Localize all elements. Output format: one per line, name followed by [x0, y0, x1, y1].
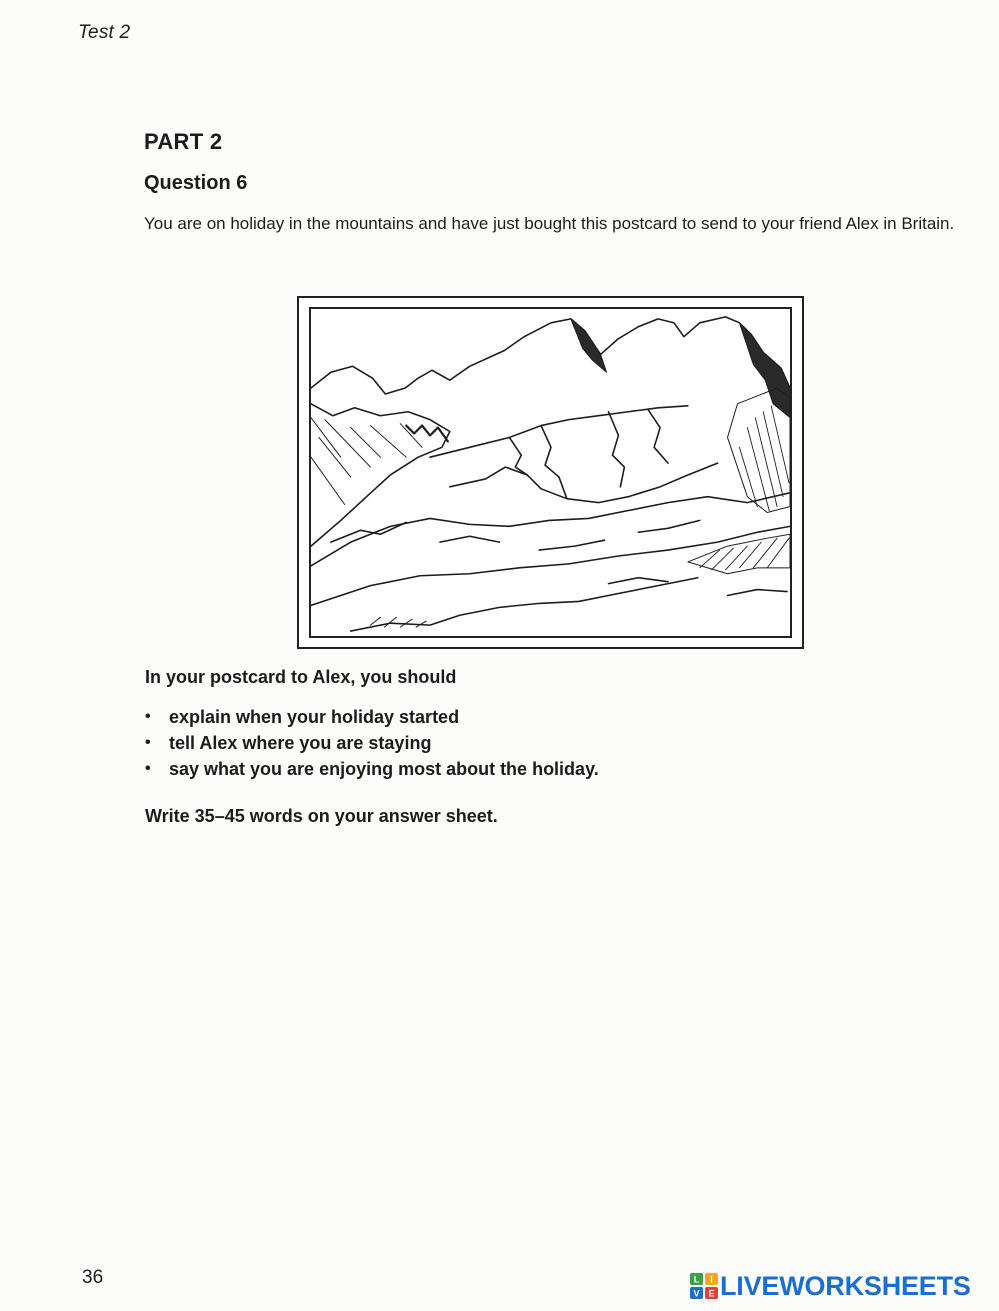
postcard-picture — [297, 296, 804, 649]
task-point-text: say what you are enjoying most about the holiday. — [169, 759, 599, 779]
mountain-illustration-icon — [311, 309, 790, 636]
part-title: PART 2 — [144, 129, 223, 154]
word-count-instruction: Write 35–45 words on your answer sheet. — [145, 806, 498, 826]
task-point-text: tell Alex where you are staying — [169, 733, 432, 753]
question-title: Question 6 — [144, 172, 248, 194]
svg-text:V: V — [693, 1288, 700, 1299]
list-item — [145, 730, 599, 756]
question-intro: You are on holiday in the mountains and have just bought this postcard to send to your friend Alex in Britain. — [144, 214, 955, 233]
brand-name: LIVEWORKSHEETS — [720, 1270, 971, 1301]
postcard-picture-frame — [309, 307, 792, 638]
bullet-icon: • — [145, 734, 151, 751]
svg-text:I: I — [710, 1274, 713, 1285]
task-points — [145, 704, 599, 782]
task-lead: In your postcard to Alex, you should — [145, 667, 457, 687]
bullet-icon: • — [145, 708, 151, 725]
svg-text:E: E — [708, 1288, 715, 1299]
list-item — [145, 704, 599, 730]
liveworksheets-logo-icon — [690, 1273, 718, 1299]
svg-text:L: L — [693, 1274, 700, 1285]
bullet-icon: • — [145, 760, 151, 777]
list-item — [145, 756, 599, 782]
running-head: Test 2 — [78, 22, 131, 43]
task-point-text: explain when your holiday started — [169, 707, 460, 727]
page-number: 36 — [82, 1267, 104, 1288]
liveworksheets-brand[interactable] — [690, 1271, 971, 1301]
